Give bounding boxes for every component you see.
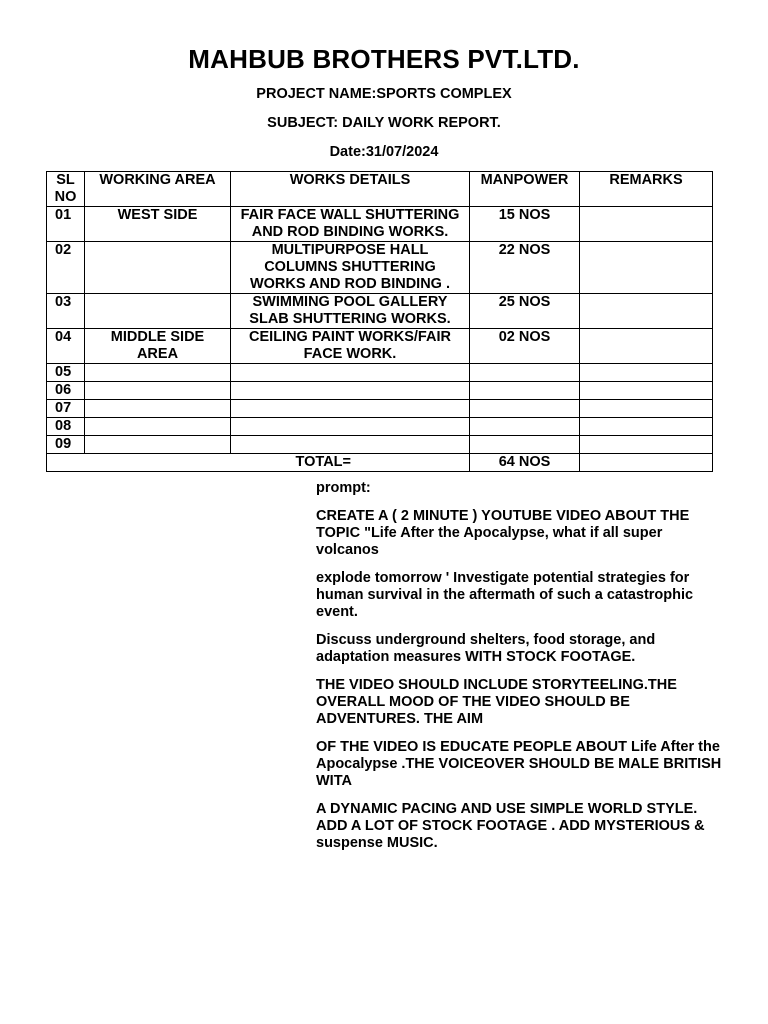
cell-details: SWIMMING POOL GALLERY SLAB SHUTTERING WORKS.: [231, 294, 470, 329]
cell-area: [85, 242, 231, 294]
cell-remarks: [580, 382, 713, 400]
cell-sl: 04: [47, 329, 85, 364]
cell-details: [231, 400, 470, 418]
cell-remarks: [580, 294, 713, 329]
cell-sl: 07: [47, 400, 85, 418]
cell-area: [85, 436, 231, 454]
cell-remarks: [580, 418, 713, 436]
cell-manpower: 22 NOS: [470, 242, 580, 294]
table-row: [47, 382, 713, 400]
work-report-table: [46, 171, 713, 472]
table-row: [47, 364, 713, 382]
prompt-paragraph: OF THE VIDEO IS EDUCATE PEOPLE ABOUT Life After the Apocalypse .THE VOICEOVER SHOULD BE MALE BRITISH WITA: [316, 739, 722, 789]
table-header-row: [47, 172, 713, 207]
cell-manpower: [470, 436, 580, 454]
header-remarks: REMARKS: [580, 172, 713, 207]
cell-details: [231, 418, 470, 436]
cell-manpower: [470, 364, 580, 382]
total-remarks: [580, 454, 713, 472]
cell-details: [231, 436, 470, 454]
prompt-paragraph: Discuss underground shelters, food storage, and adaptation measures WITH STOCK FOOTAGE.: [316, 632, 656, 665]
report-subject: SUBJECT: DAILY WORK REPORT.: [267, 115, 501, 131]
cell-remarks: [580, 207, 713, 242]
cell-manpower: 15 NOS: [470, 207, 580, 242]
cell-sl: 08: [47, 418, 85, 436]
header-works-details: WORKS DETAILS: [231, 172, 470, 207]
table-row: [47, 294, 713, 329]
cell-remarks: [580, 329, 713, 364]
header-working-area: WORKING AREA: [85, 172, 231, 207]
total-row: [47, 454, 713, 472]
cell-details: [231, 364, 470, 382]
project-name: PROJECT NAME:SPORTS COMPLEX: [256, 86, 512, 102]
cell-remarks: [580, 364, 713, 382]
cell-area: [85, 400, 231, 418]
table-row: [47, 329, 713, 364]
cell-sl: 06: [47, 382, 85, 400]
cell-manpower: [470, 418, 580, 436]
cell-details: [231, 382, 470, 400]
header-manpower: MANPOWER: [470, 172, 580, 207]
cell-area: [85, 418, 231, 436]
total-label: TOTAL=: [47, 454, 470, 472]
cell-area: WEST SIDE: [85, 207, 231, 242]
table-row: [47, 436, 713, 454]
cell-area: [85, 382, 231, 400]
table-row: [47, 400, 713, 418]
cell-details: MULTIPURPOSE HALL COLUMNS SHUTTERING WORKS AND ROD BINDING .: [231, 242, 470, 294]
cell-manpower: [470, 382, 580, 400]
company-title: MAHBUB BROTHERS PVT.LTD.: [188, 44, 580, 74]
cell-area: [85, 364, 231, 382]
cell-remarks: [580, 242, 713, 294]
prompt-paragraph: A DYNAMIC PACING AND USE SIMPLE WORLD STYLE. ADD A LOT OF STOCK FOOTAGE . ADD MYSTERIOUS & suspense MUSIC.: [316, 801, 705, 851]
header-sl-no: SL NO: [47, 172, 85, 207]
report-date: Date:31/07/2024: [329, 144, 439, 160]
prompt-paragraph: explode tomorrow ' Investigate potential strategies for human survival in the aftermath of such a catastrophic event.: [316, 570, 694, 620]
table-row: [47, 418, 713, 436]
cell-details: CEILING PAINT WORKS/FAIR FACE WORK.: [231, 329, 470, 364]
cell-area: MIDDLE SIDE AREA: [85, 329, 231, 364]
cell-area: [85, 294, 231, 329]
table-row: [47, 242, 713, 294]
prompt-section: [316, 480, 728, 863]
cell-remarks: [580, 400, 713, 418]
table-row: [47, 207, 713, 242]
cell-sl: 05: [47, 364, 85, 382]
cell-sl: 02: [47, 242, 85, 294]
cell-sl: 03: [47, 294, 85, 329]
total-value: 64 NOS: [470, 454, 580, 472]
cell-remarks: [580, 436, 713, 454]
prompt-paragraph: CREATE A ( 2 MINUTE ) YOUTUBE VIDEO ABOUT THE TOPIC "Life After the Apocalypse, what if all super volcanos: [316, 508, 690, 558]
prompt-paragraph: THE VIDEO SHOULD INCLUDE STORYTEELING.THE OVERALL MOOD OF THE VIDEO SHOULD BE ADVENTURES. THE AIM: [316, 677, 677, 727]
cell-details: FAIR FACE WALL SHUTTERING AND ROD BINDING WORKS.: [231, 207, 470, 242]
cell-manpower: 02 NOS: [470, 329, 580, 364]
cell-sl: 09: [47, 436, 85, 454]
cell-manpower: 25 NOS: [470, 294, 580, 329]
prompt-label: prompt:: [316, 480, 371, 496]
cell-manpower: [470, 400, 580, 418]
cell-sl: 01: [47, 207, 85, 242]
